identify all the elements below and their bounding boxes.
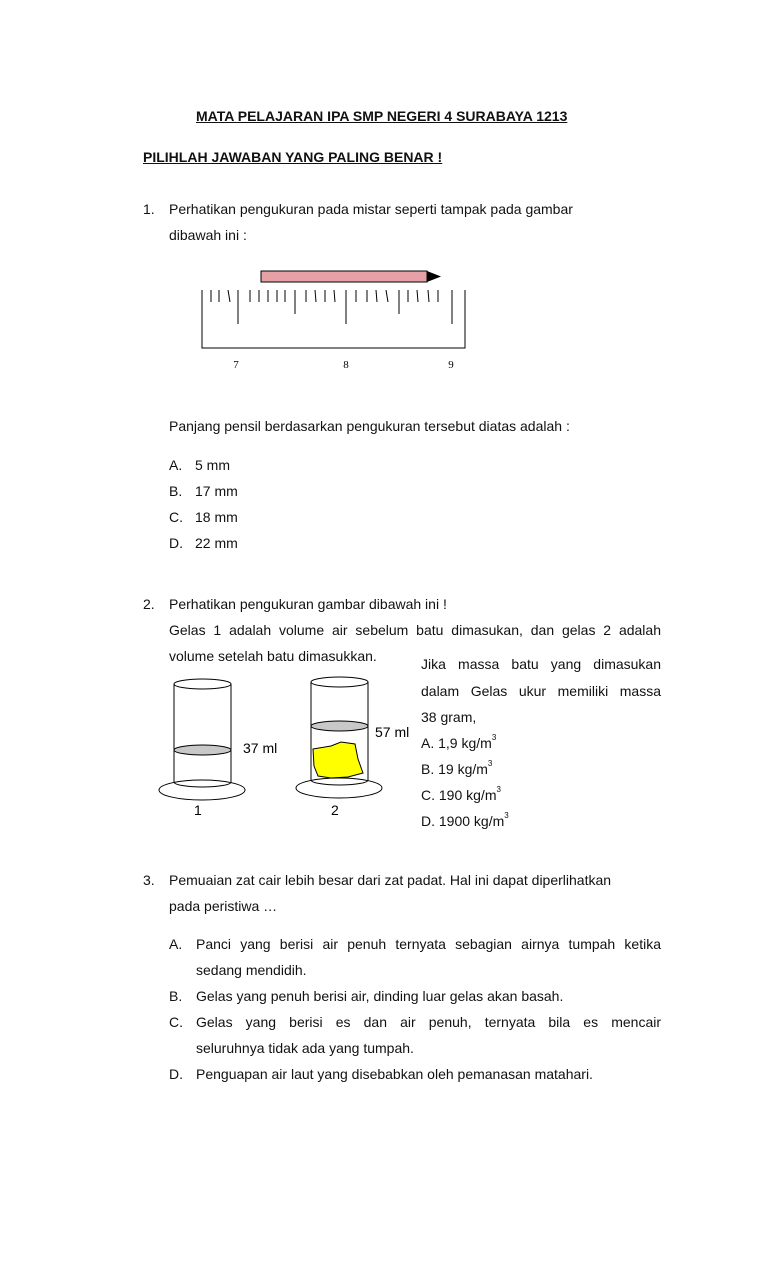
ruler-body (202, 290, 465, 348)
q2-text-line2: Gelas 1 adalah volume air sebelum batu dimasukan, dan gelas 2 adalah (169, 622, 661, 638)
q3-option-c-line1: Gelas yang berisi es dan air penuh, ternyata bila es mencair (196, 1014, 661, 1030)
stone-icon (313, 742, 363, 778)
pencil-icon (261, 271, 441, 282)
glass1-volume: 37 ml (243, 740, 278, 756)
q1-text-line1: Perhatikan pengukuran pada mistar seperti tampak pada gambar (169, 201, 573, 217)
q3-option-a-letter: A. (169, 936, 183, 952)
q2-option-d: D. 1900 $kg/m^3$ (421, 811, 509, 829)
glass2-volume: 57 ml (375, 724, 410, 740)
q3-option-c-line2: seluruhnya tidak ada yang tumpah. (196, 1040, 414, 1056)
q2-number: 2. (143, 596, 155, 612)
q3-option-d-letter: D. (169, 1066, 183, 1082)
q1-option-c-letter: C. (169, 509, 183, 525)
water-surface-1 (174, 745, 231, 755)
q1-option-d-letter: D. (169, 535, 183, 551)
ruler-label-7: 7 (233, 359, 239, 371)
q3-number: 3. (143, 872, 155, 888)
ruler-figure (195, 262, 475, 382)
ruler-label-8: 8 (343, 359, 349, 371)
q3-option-a-line2: sedang mendidih. (196, 962, 307, 978)
q3-option-c-letter: C. (169, 1014, 183, 1030)
measuring-glass-2 (296, 677, 382, 798)
glass2-label: 2 (331, 802, 339, 818)
q1-question: Panjang pensil berdasarkan pengukuran tersebut diatas adalah : (169, 418, 570, 434)
q2-text-line3: volume setelah batu dimasukkan. (169, 648, 377, 664)
q3-option-a-line1: Panci yang berisi air penuh ternyata sebagian airnya tumpah ketika (196, 936, 661, 952)
q3-option-b-letter: B. (169, 988, 183, 1004)
q3-text-line2: pada peristiwa … (169, 898, 278, 914)
q1-text-line2: dibawah ini : (169, 227, 247, 243)
q1-option-d: 22 mm (195, 535, 238, 551)
ruler-label-9: 9 (448, 359, 454, 371)
q2-side-line1: Jika massa batu yang dimasukan (421, 656, 661, 672)
measuring-glass-1 (159, 679, 245, 800)
glass1-label: 1 (194, 802, 202, 818)
q1-number: 1. (143, 201, 155, 217)
q2-option-c: C. 190 $kg/m^3$ (421, 785, 501, 803)
q3-text-line1: Pemuaian zat cair lebih besar dari zat padat. Hal ini dapat diperlihatkan (169, 872, 612, 888)
ruler-ticks (211, 290, 452, 324)
page-title: MATA PELAJARAN IPA SMP NEGERI 4 SURABAYA 1213 (196, 108, 568, 124)
water-surface-2 (311, 721, 368, 731)
q2-side-line3: 38 gram, (421, 709, 477, 725)
q1-option-a-letter: A. (169, 457, 183, 473)
instruction-heading: PILIHLAH JAWABAN YANG PALING BENAR ! (143, 149, 443, 165)
measuring-glasses-figure (150, 668, 418, 828)
q3-option-b-line1: Gelas yang penuh berisi air, dinding luar gelas akan basah. (196, 988, 564, 1004)
q2-side-line2: dalam Gelas ukur memiliki massa (421, 683, 661, 699)
q1-option-b: 17 mm (195, 483, 238, 499)
q2-text-line1: Perhatikan pengukuran gambar dibawah ini ! (169, 596, 447, 612)
q1-option-c: 18 mm (195, 509, 238, 525)
q1-option-a: 5 mm (195, 457, 230, 473)
q2-option-a: A. 1,9 $kg/m^3$ (421, 733, 497, 751)
q3-option-d-line1: Penguapan air laut yang disebabkan oleh pemanasan matahari. (196, 1066, 593, 1082)
q2-option-b: B. 19 $kg/m^3$ (421, 759, 493, 777)
q1-option-b-letter: B. (169, 483, 183, 499)
